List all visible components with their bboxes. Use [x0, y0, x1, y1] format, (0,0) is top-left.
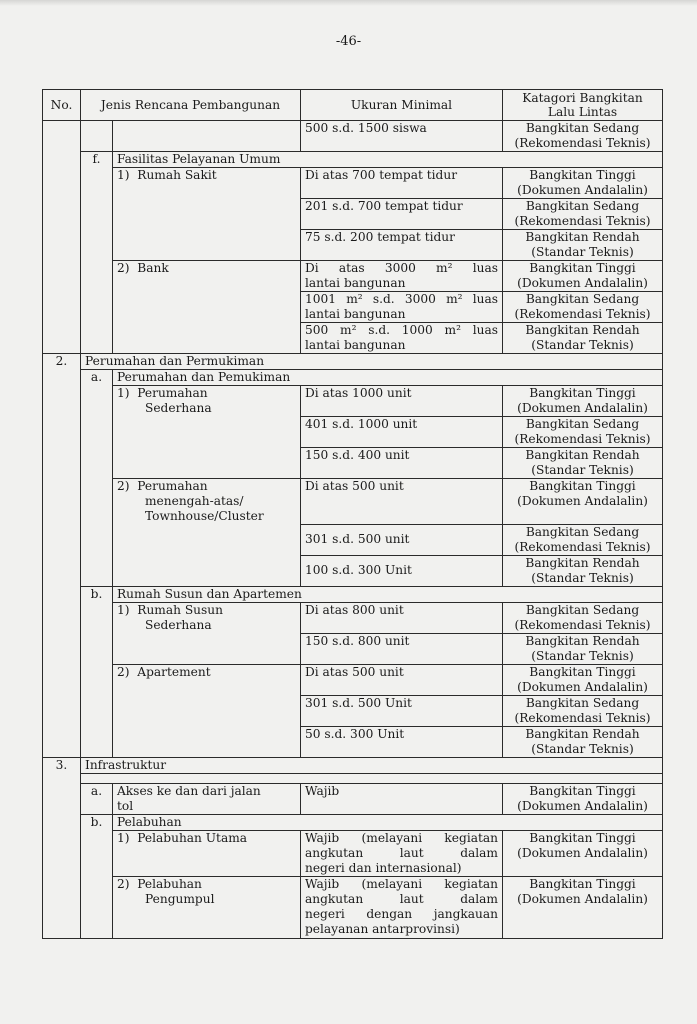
- table-row: [43, 814, 663, 830]
- table-row: [43, 602, 663, 633]
- table-row: [43, 199, 663, 230]
- table-row: [43, 448, 663, 479]
- kategori-cell: Bangkitan Sedang (Rekomendasi Teknis): [503, 602, 663, 633]
- table-row: [43, 586, 663, 602]
- ukuran-cell: 1001 m² s.d. 3000 m² luas lantai bangunan: [301, 292, 503, 323]
- table-row: [43, 830, 663, 876]
- item-name: 1) Rumah Sakit: [113, 168, 301, 199]
- ukuran-cell: Wajib: [301, 783, 503, 814]
- kategori-cell: Bangkitan Tinggi (Dokumen Andalalin): [503, 876, 663, 938]
- table-row: [43, 168, 663, 199]
- kategori-cell: Bangkitan Rendah (Standar Teknis): [503, 323, 663, 354]
- ukuran-cell: 75 s.d. 200 tempat tidur: [301, 230, 503, 261]
- ukuran-cell: Di atas 700 tempat tidur: [301, 168, 503, 199]
- ukuran-cell: Di atas 1000 unit: [301, 386, 503, 417]
- table-row: [43, 695, 663, 726]
- kategori-cell: Bangkitan Sedang (Rekomendasi Teknis): [503, 199, 663, 230]
- page-top-edge: [0, 0, 697, 6]
- ukuran-cell: 201 s.d. 700 tempat tidur: [301, 199, 503, 230]
- item-name: 2) Pelabuhan Pengumpul: [113, 876, 301, 938]
- item-name: Akses ke dan dari jalan tol: [113, 783, 301, 814]
- kategori-cell: Bangkitan Tinggi (Dokumen Andalalin): [503, 783, 663, 814]
- item-name: 1) Rumah Susun Sederhana: [113, 602, 301, 633]
- table-row: [43, 323, 663, 354]
- header-no: No.: [43, 90, 81, 121]
- table-row: [43, 292, 663, 323]
- table-row: [43, 555, 663, 586]
- sub-letter: a.: [81, 783, 113, 814]
- sub-letter: a.: [81, 370, 113, 386]
- sub-letter: f.: [81, 152, 113, 168]
- header-kategori: Katagori Bangkitan Lalu Lintas: [503, 90, 663, 121]
- kategori-cell: Bangkitan Sedang (Rekomendasi Teknis): [503, 121, 663, 152]
- kategori-cell: Bangkitan Sedang (Rekomendasi Teknis): [503, 417, 663, 448]
- kategori-cell: Bangkitan Rendah (Standar Teknis): [503, 555, 663, 586]
- ukuran-cell: 500 s.d. 1500 siswa: [301, 121, 503, 152]
- traffic-generation-table: [42, 89, 663, 939]
- ukuran-cell: Wajib (melayani kegiatan angkutan laut dalam negeri dan internasional): [301, 830, 503, 876]
- sub-letter: b.: [81, 586, 113, 602]
- ukuran-cell: 301 s.d. 500 unit: [301, 524, 503, 555]
- ukuran-cell: 150 s.d. 800 unit: [301, 633, 503, 664]
- sub-section-title: Perumahan dan Pemukiman: [113, 370, 663, 386]
- kategori-cell: Bangkitan Tinggi (Dokumen Andalalin): [503, 830, 663, 876]
- item-name: 1) Perumahan Sederhana: [113, 386, 301, 417]
- kategori-cell: Bangkitan Tinggi (Dokumen Andalalin): [503, 386, 663, 417]
- table-row: [43, 370, 663, 386]
- sub-section-title: Pelabuhan: [113, 814, 663, 830]
- table-row: [43, 121, 663, 152]
- ukuran-cell: 301 s.d. 500 Unit: [301, 695, 503, 726]
- item-name: 2) Bank: [113, 261, 301, 292]
- kategori-cell: Bangkitan Sedang (Rekomendasi Teknis): [503, 292, 663, 323]
- table-row: [43, 524, 663, 555]
- table-row: [43, 876, 663, 938]
- ukuran-cell: 50 s.d. 300 Unit: [301, 726, 503, 757]
- table-row: [43, 417, 663, 448]
- table-row: [43, 633, 663, 664]
- kategori-cell: Bangkitan Rendah (Standar Teknis): [503, 448, 663, 479]
- kategori-cell: Bangkitan Tinggi (Dokumen Andalalin): [503, 479, 663, 525]
- table-row: [43, 261, 663, 292]
- ukuran-cell: Di atas 800 unit: [301, 602, 503, 633]
- table-row: [43, 354, 663, 370]
- ukuran-cell: 150 s.d. 400 unit: [301, 448, 503, 479]
- kategori-cell: Bangkitan Tinggi (Dokumen Andalalin): [503, 261, 663, 292]
- table-row: [43, 386, 663, 417]
- sub-section-title: Rumah Susun dan Apartemen: [113, 586, 663, 602]
- section-number: 2.: [43, 354, 81, 370]
- ukuran-cell: Di atas 3000 m² luas lantai bangunan: [301, 261, 503, 292]
- page-number: -46-: [335, 34, 362, 49]
- section-number: 3.: [43, 757, 81, 773]
- section-title: Perumahan dan Permukiman: [81, 354, 663, 370]
- kategori-cell: Bangkitan Rendah (Standar Teknis): [503, 230, 663, 261]
- table-row: [43, 726, 663, 757]
- table-row: [43, 230, 663, 261]
- kategori-cell: Bangkitan Rendah (Standar Teknis): [503, 726, 663, 757]
- item-name: 1) Pelabuhan Utama: [113, 830, 301, 876]
- header-jenis: Jenis Rencana Pembangunan: [81, 90, 301, 121]
- item-name: 2) Perumahan menengah-atas/ Townhouse/Cluster: [113, 479, 301, 525]
- kategori-cell: Bangkitan Tinggi (Dokumen Andalalin): [503, 168, 663, 199]
- ukuran-cell: 100 s.d. 300 Unit: [301, 555, 503, 586]
- kategori-cell: Bangkitan Rendah (Standar Teknis): [503, 633, 663, 664]
- item-name: 2) Apartement: [113, 664, 301, 695]
- header-ukuran: Ukuran Minimal: [301, 90, 503, 121]
- ukuran-cell: 401 s.d. 1000 unit: [301, 417, 503, 448]
- table-header-row: [43, 90, 663, 121]
- table-row: [43, 664, 663, 695]
- table-row: [43, 152, 663, 168]
- ukuran-cell: 500 m² s.d. 1000 m² luas lantai bangunan: [301, 323, 503, 354]
- table-row: [43, 783, 663, 814]
- kategori-cell: Bangkitan Sedang (Rekomendasi Teknis): [503, 524, 663, 555]
- sub-letter: b.: [81, 814, 113, 830]
- ukuran-cell: Di atas 500 unit: [301, 479, 503, 525]
- table-row: [43, 773, 663, 783]
- table-row: [43, 757, 663, 773]
- table-row: [43, 479, 663, 525]
- ukuran-cell: Wajib (melayani kegiatan angkutan laut dalam negeri dengan jangkauan pelayanan antarprovinsi): [301, 876, 503, 938]
- sub-section-title: Fasilitas Pelayanan Umum: [113, 152, 663, 168]
- section-title: Infrastruktur: [81, 757, 663, 773]
- kategori-cell: Bangkitan Sedang (Rekomendasi Teknis): [503, 695, 663, 726]
- kategori-cell: Bangkitan Tinggi (Dokumen Andalalin): [503, 664, 663, 695]
- ukuran-cell: Di atas 500 unit: [301, 664, 503, 695]
